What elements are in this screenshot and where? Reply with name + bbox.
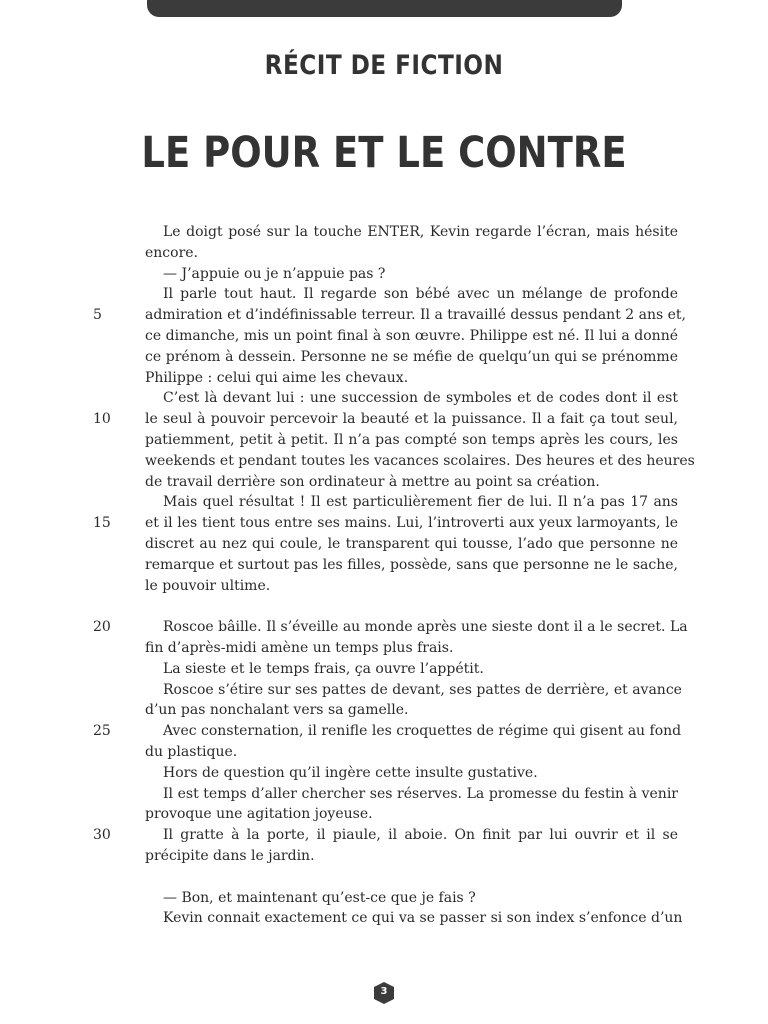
text-line: précipite dans le jardin.	[145, 847, 315, 864]
text-line: le pouvoir ultime.	[145, 577, 271, 594]
text-line: weekends et pendant toutes les vacances scolaires. Des heures et des heures	[145, 452, 695, 469]
text-line: C’est là devant lui : une succession de symboles et de codes dont il est	[163, 390, 678, 407]
text-line: Hors de question qu’il ingère cette insulte gustative.	[163, 764, 538, 781]
text-line: encore.	[145, 244, 198, 261]
text-line: ce prénom à dessein. Personne ne se méfie de quelqu’un qui se prénomme	[145, 348, 678, 365]
text-line: Philippe : celui qui aime les chevaux.	[145, 369, 409, 386]
text-line: remarque et surtout pas les filles, possède, sans que personne ne le sache,	[145, 556, 678, 573]
page-number-badge	[373, 982, 395, 1004]
line-number: 5	[93, 307, 102, 324]
text-line: 25 Avec consternation, il renifle les croquettes de régime qui gisent au fond	[145, 721, 678, 742]
line-number: 30	[93, 827, 111, 844]
text-line: 20 Roscoe bâille. Il s’éveille au monde après une sieste dont il a le secret. La	[145, 617, 678, 638]
text-line: provoque une agitation joyeuse.	[145, 806, 373, 823]
text-line: Il parle tout haut. Il regarde son bébé avec un mélange de profonde	[163, 286, 678, 303]
line-number: 15	[93, 515, 111, 532]
text-line: Kevin connait exactement ce qui va se passer si son index s’enfonce d’un	[163, 910, 683, 927]
text-line: Mais quel résultat ! Il est particulièrement fier de lui. Il n’a pas 17 ans	[163, 494, 678, 511]
line-number: 25	[93, 723, 111, 740]
story-title: LE POUR ET LE CONTRE	[141, 128, 627, 178]
text-line: — J’appuie ou je n’appuie pas ?	[163, 265, 386, 282]
text-line: de travail derrière son ordinateur à mettre au point sa création.	[145, 473, 600, 490]
text-line: fin d’après-midi amène un temps plus frais.	[145, 639, 454, 656]
text-line: Le doigt posé sur la touche ENTER, Kevin regarde l’écran, mais hésite	[163, 224, 678, 240]
paragraph-break	[145, 596, 678, 617]
section-label: RÉCIT DE FICTION	[264, 50, 504, 81]
line-number: 10	[93, 411, 111, 428]
page-number: 3	[380, 986, 388, 997]
paragraph-break	[145, 867, 678, 888]
text-line: Roscoe s’étire sur ses pattes de devant, ses pattes de derrière, et avance	[163, 681, 682, 698]
text-line: — Bon, et maintenant qu’est-ce que je fais ?	[163, 889, 476, 906]
text-line: 15 et il les tient tous entre ses mains. Lui, l’introverti aux yeux larmoyants, le	[145, 513, 678, 534]
top-header-bar	[147, 0, 622, 17]
text-line: ce dimanche, mis un point final à son œuvre. Philippe est né. Il lui a donné	[145, 327, 678, 344]
text-line: 10 le seul à pouvoir percevoir la beauté et la puissance. Il a fait ça tout seul,	[145, 409, 678, 430]
story-text	[93, 222, 695, 929]
text-line: 5 admiration et d’indéfinissable terreur. Il a travaillé dessus pendant 2 ans et,	[145, 305, 678, 326]
text-line: Il est temps d’aller chercher ses réserves. La promesse du festin à venir	[163, 785, 678, 802]
text-line: patiemment, petit à petit. Il n’a pas compté son temps après les cours, les	[145, 431, 678, 448]
text-line: discret au nez qui coule, le transparent qui tousse, l’ado que personne ne	[145, 535, 678, 552]
text-line: 30 Il gratte à la porte, il piaule, il aboie. On finit par lui ouvrir et il se	[145, 825, 678, 846]
text-line: d’un pas nonchalant vers sa gamelle.	[145, 702, 409, 719]
text-line: du plastique.	[145, 743, 238, 760]
line-number: 20	[93, 619, 111, 636]
text-line: La sieste et le temps frais, ça ouvre l’appétit.	[163, 660, 484, 677]
